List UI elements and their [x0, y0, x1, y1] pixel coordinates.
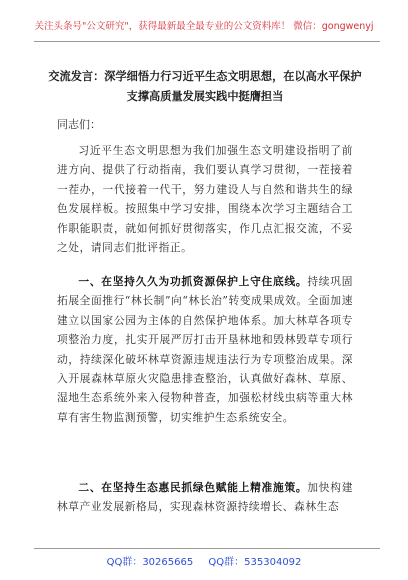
section-2-body: 加快构建林草产业发展新格局，实现森林资源持续增长、森林生态 [57, 481, 353, 514]
section-1-heading: 一、在坚持久久为功抓资源保护上守住底线。 [78, 275, 308, 288]
document-title: 交流发言：深学细悟力行习近平生态文明思想，在以高水平保护支撑高质量发展实践中挺膺担当 [48, 69, 362, 103]
header-notice: 关注头条号"公文研究"，获得最新最全最专业的公文资料库！ 微信：gongwenyj [34, 21, 374, 32]
paragraph-section-1 [57, 272, 353, 427]
footer [0, 553, 408, 568]
salutation: 同志们： [57, 118, 101, 131]
paragraph-intro: 习近平生态文明思想为我们加强生态文明建设指明了前进方向、提供了行动指南，我们要认真学习贯彻，一茬接着一茬办，一代接着一代干，努力建设人与自然和谐共生的绿色发展样板。按照集中学习安排，围绕本次学习主题结合工作职能职责，就如何抓好贯彻落实，作几点汇报交流，不妥之处，请同志们批评指正。 [57, 144, 353, 255]
section-1-body: 持续巩固拓展全面推行“林长制”向“林长治”转变成果成效。全面加速建立以国家公园为主体的自然保护地体系。加大林草各项专项整治力度，扎实开展严厉打击开垦林地和毁林毁草专项行动，持续深化破坏林草资源违规违法行为专项整治成果。深入开展森林草原火灾隐患排查整治，认真做好森林、草原、湿地生态系统外来入侵物种普查，加强松材线虫病等重大林草有害生物监测预警，切实维护生态系统安全。 [57, 275, 353, 424]
footer-qq-group-1: QQ群：30265665 [106, 557, 194, 568]
footer-divider [34, 548, 380, 549]
footer-qq-group-2: QQ群：535304092 [208, 557, 302, 568]
header-divider [34, 41, 380, 42]
paragraph-section-2 [57, 478, 353, 517]
section-2-heading: 二、在坚持生态惠民抓绿色赋能上精准施策。 [78, 481, 308, 494]
